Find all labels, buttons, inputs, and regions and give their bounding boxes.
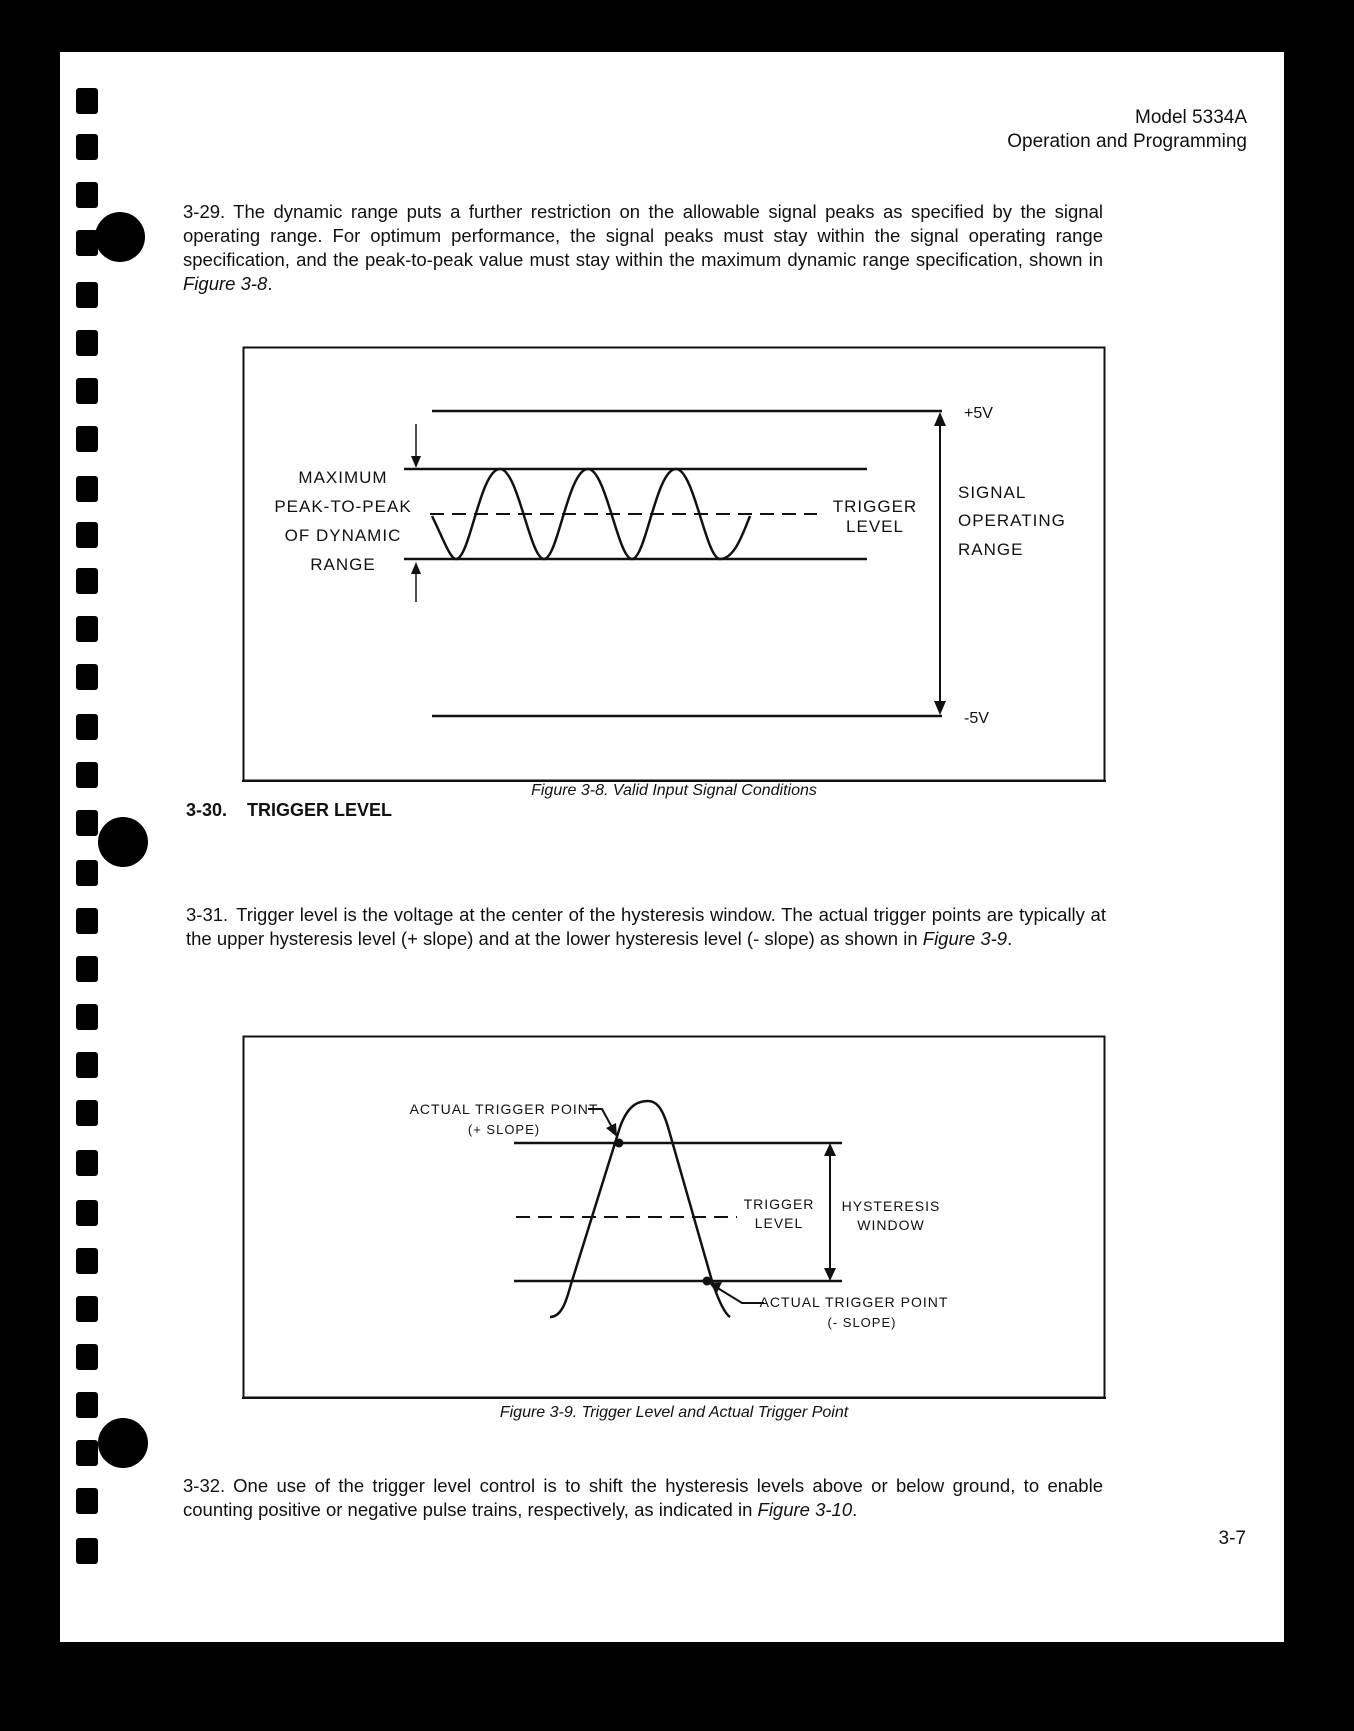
label-signal: SIGNAL — [958, 483, 1027, 502]
label-plus-5v: +5V — [964, 405, 993, 422]
label-trigger: TRIGGER — [832, 497, 918, 516]
label-hysteresis: HYSTERESIS — [841, 1198, 941, 1214]
label-plus-slope: (+ SLOPE) — [467, 1122, 541, 1137]
label-actual-trigger-plus: ACTUAL TRIGGER POINT — [409, 1101, 599, 1117]
figure-reference: Figure 3-10 — [757, 1499, 853, 1520]
arrow-up-icon — [934, 412, 946, 426]
figure-reference: Figure 3-8 — [183, 273, 268, 294]
label-peak-to-peak: PEAK-TO-PEAK — [274, 497, 412, 516]
arrow-up-icon — [411, 562, 421, 574]
section-heading — [186, 800, 392, 821]
label-range: RANGE — [310, 555, 376, 574]
figure-3-8-caption: Figure 3-8. Valid Input Signal Conditions — [531, 782, 817, 799]
header — [1007, 106, 1247, 154]
header-model: Model 5334A — [1135, 107, 1247, 128]
label-actual-trigger-minus: ACTUAL TRIGGER POINT — [759, 1294, 949, 1310]
figure-3-9 — [242, 1035, 1106, 1401]
figure-reference: Figure 3-9 — [922, 928, 1008, 949]
paragraph-3-29: 3-29. The dynamic range puts a further restriction on the allowable signal peaks as specified by the signal operating range. For optimum performance, the signal peaks must stay within the signal operating range specification, and the peak-to-peak value must stay within the maximum dynamic range specification, shown in Figure 3-8. — [183, 201, 1103, 294]
header-section: Operation and Programming — [1007, 131, 1247, 152]
label-signal-range: RANGE — [958, 540, 1024, 559]
label-trigger: TRIGGER — [743, 1196, 815, 1212]
label-operating: OPERATING — [958, 511, 1066, 530]
heading-title: TRIGGER LEVEL — [247, 800, 393, 820]
plus-slope-point — [615, 1139, 624, 1148]
label-maximum: MAXIMUM — [298, 468, 388, 487]
paragraph-text: The dynamic range puts a further restriction on the allowable signal peaks as specified by the signal operating range. For optimum performance, the signal peaks must stay within the signal operating range specification, and the peak-to-peak value must stay within the maximum dynamic range specification, shown in — [183, 201, 1103, 270]
paragraph-text: Trigger level is the voltage at the center of the hysteresis window. The actual trigger points are typically at the upper hysteresis level (+ slope) and at the lower hysteresis level (- slope) as shown in — [186, 904, 1106, 949]
figure-3-8 — [242, 346, 1106, 784]
paragraph-number: 3-32. — [183, 1475, 226, 1496]
label-minus-slope: (- SLOPE) — [827, 1315, 897, 1330]
paragraph-3-31: 3-31. Trigger level is the voltage at the center of the hysteresis window. The actual trigger points are typically at the upper hysteresis level (+ slope) and at the lower hysteresis level (- slope) as shown in Figure 3-9. — [186, 904, 1106, 949]
paragraph-text: One use of the trigger level control is to shift the hysteresis levels above or below ground, to enable counting positive or negative pulse trains, respectively, as indicated in — [183, 1475, 1103, 1520]
arrow-down-icon — [934, 701, 946, 715]
paragraph-number: 3-31. — [186, 904, 229, 925]
arrow-down-icon — [824, 1268, 836, 1281]
label-of-dynamic: OF DYNAMIC — [284, 526, 402, 545]
label-level: LEVEL — [754, 1215, 804, 1231]
paragraph-3-32: 3-32. One use of the trigger level control is to shift the hysteresis levels above or below ground, to enable counting positive or negative pulse trains, respectively, as indicated in Figure 3-10. — [183, 1475, 1103, 1520]
pulse-waveform — [550, 1101, 730, 1317]
arrow-up-icon — [824, 1143, 836, 1156]
heading-number: 3-30. — [186, 800, 228, 820]
label-window: WINDOW — [857, 1217, 925, 1233]
label-minus-5v: -5V — [964, 710, 989, 727]
label-level: LEVEL — [846, 517, 904, 536]
page-number: 3-7 — [1218, 1528, 1246, 1549]
figure-3-9-caption: Figure 3-9. Trigger Level and Actual Trigger Point — [499, 1404, 849, 1421]
paragraph-number: 3-29. — [183, 201, 226, 222]
arrow-down-icon — [411, 456, 421, 468]
